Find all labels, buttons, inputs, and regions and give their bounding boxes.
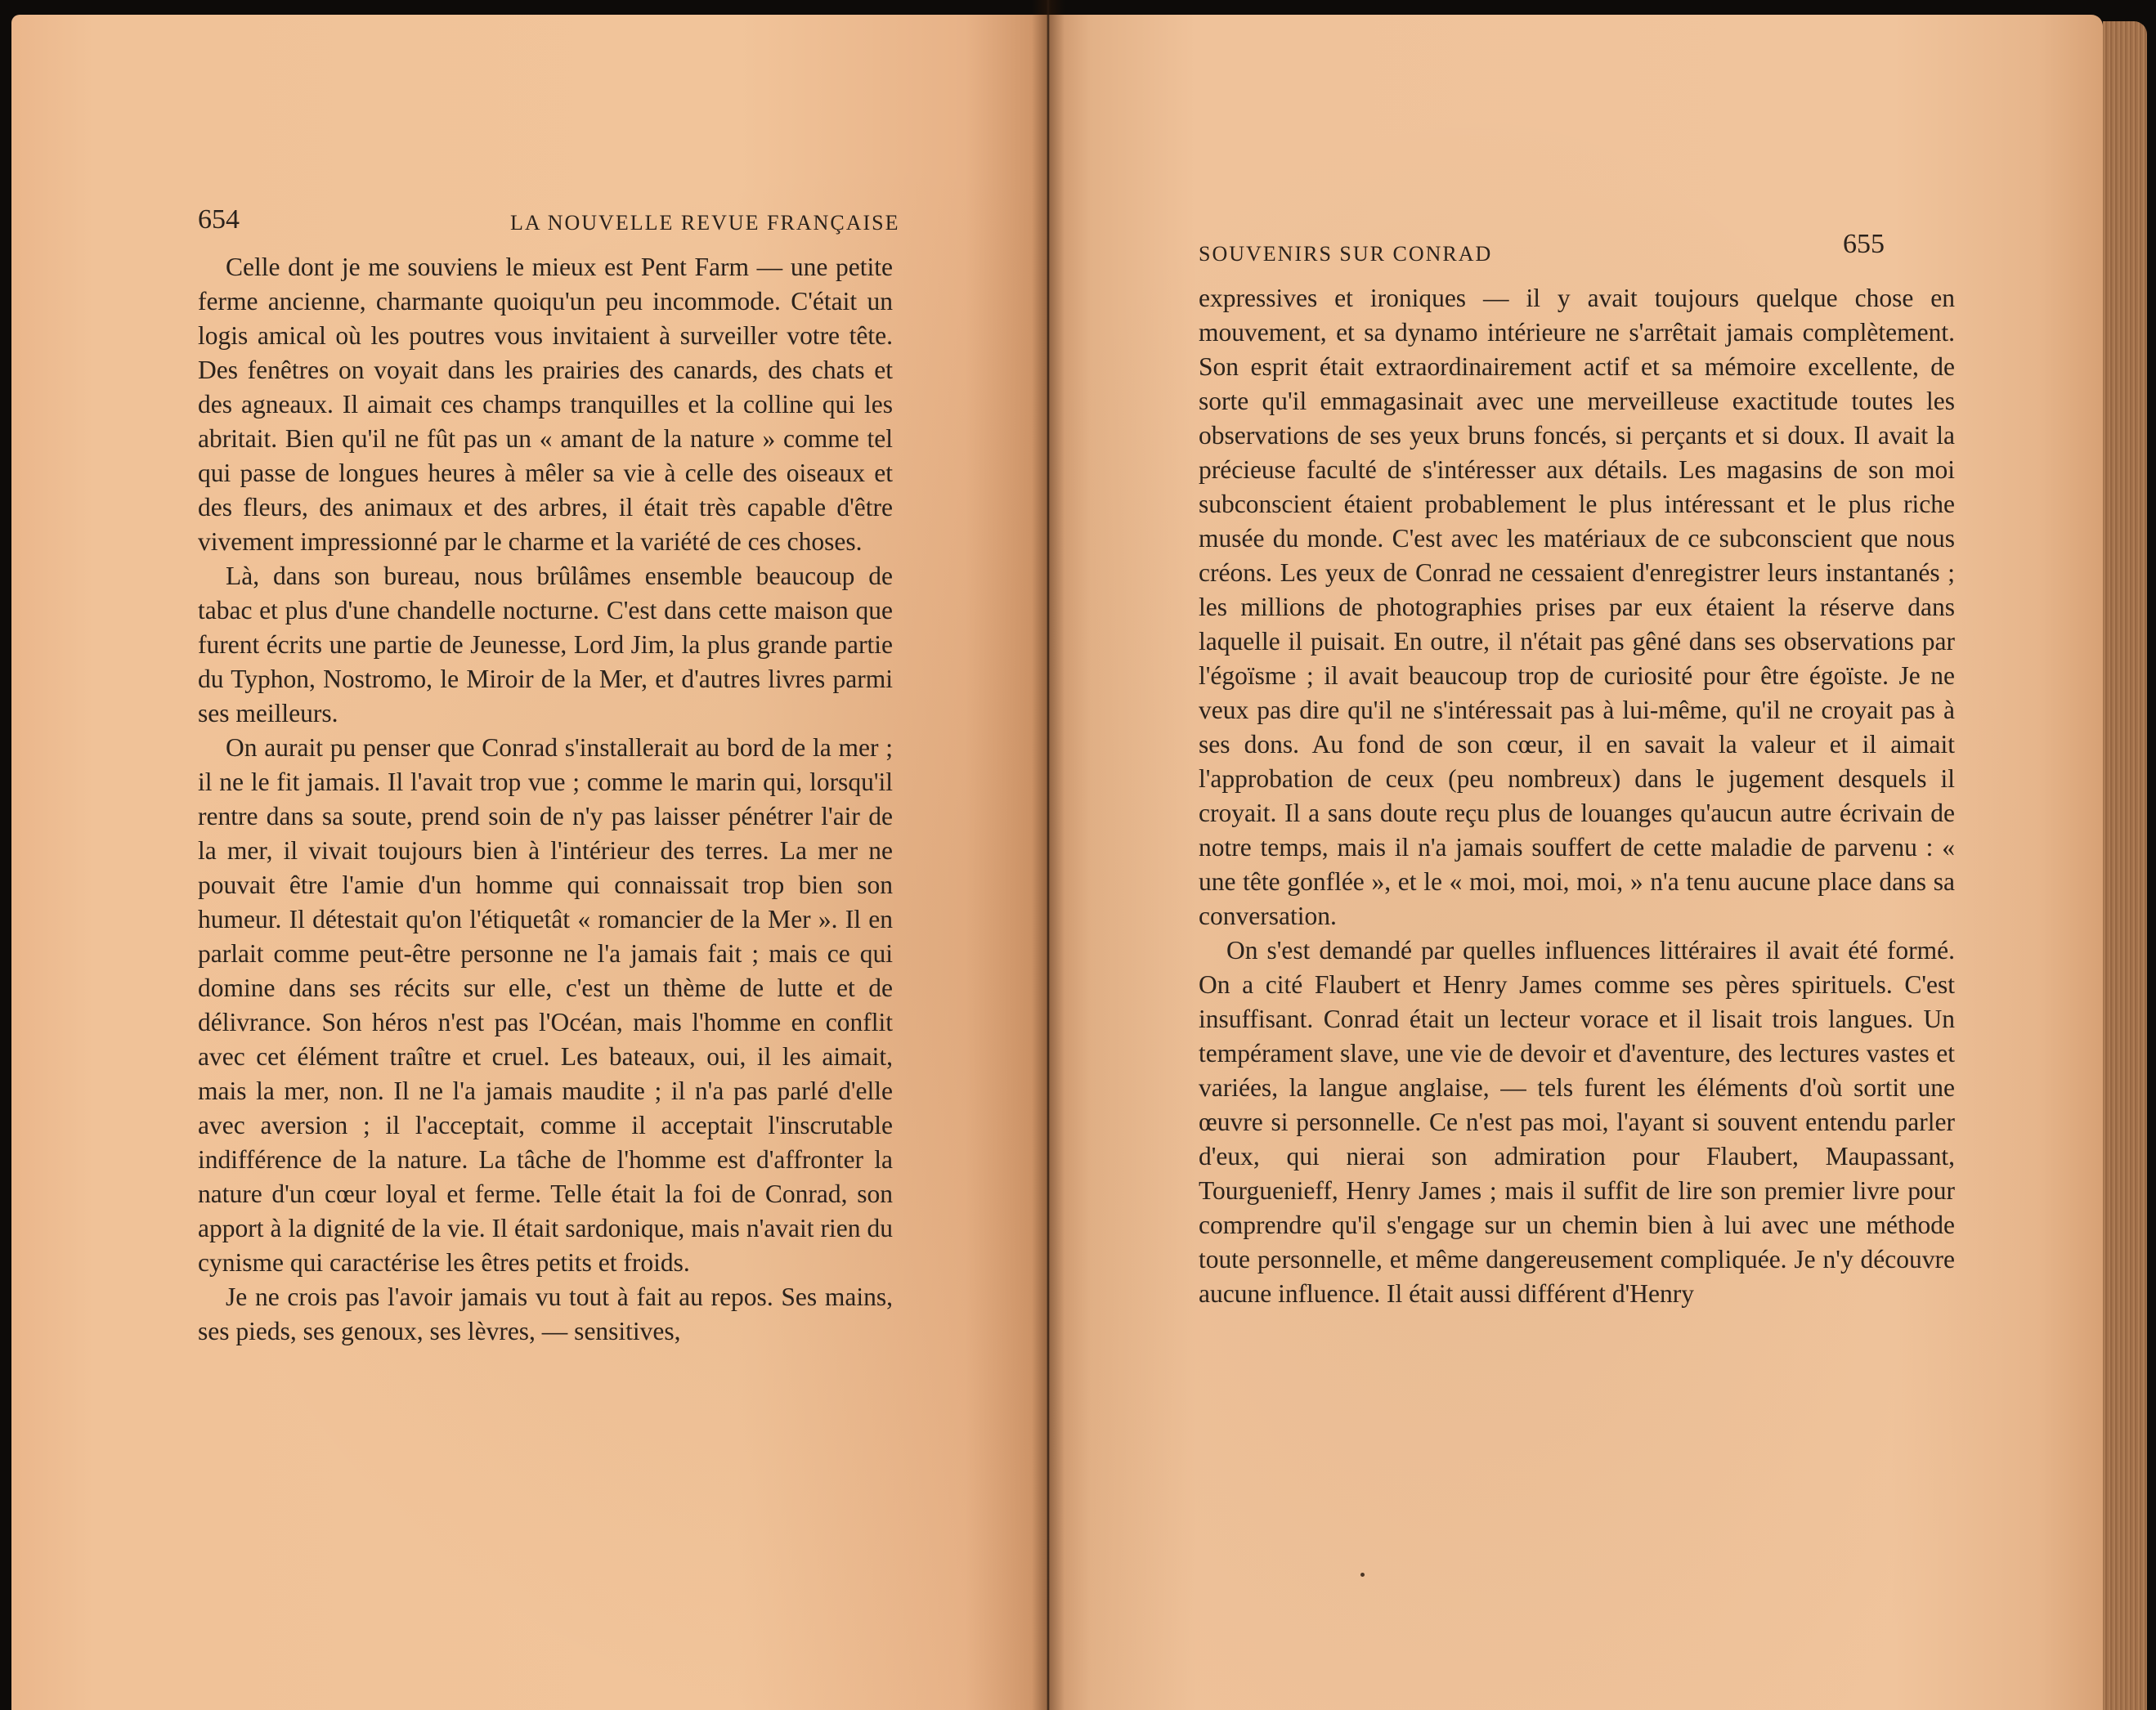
paper-speck (1360, 1573, 1365, 1577)
book-gutter (1032, 0, 1065, 1710)
left-running-head: LA NOUVELLE REVUE FRANÇAISE (510, 211, 900, 235)
right-page-number: 655 (1843, 229, 1885, 259)
left-page (11, 15, 1048, 1710)
paragraph: On s'est demandé par quelles influences littéraires il avait été formé. On a cité Flaubert et Henry James comme ses pères spirituels. C'est insuffisant. Conrad était un lecteur vorace et il lisait trois langues. Un tempérament slave, une vie de devoir et d'aventure, des lectures vastes et variées, la langue anglaise, — tels furent les éléments d'où sortit une œuvre si personnelle. Ce n'est pas moi, l'ayant si souvent entendu parler d'eux, qui nierai son admiration pour Flaubert, Maupassant, Tourguenieff, Henry James ; mais il suffit de lire son premier livre pour comprendre qu'il s'engage sur un chemin bien à lui avec une méthode toute personnelle, et même dangereusement compliquée. Je n'y découvre aucune influence. Il était aussi différent d'Henry (1199, 936, 1955, 1308)
page-edges (2103, 21, 2147, 1710)
left-page-body (198, 250, 893, 1349)
right-page-body (1199, 281, 1955, 1311)
paragraph: Je ne crois pas l'avoir jamais vu tout à fait au repos. Ses mains, ses pieds, ses genoux, ses lèvres, — sensitives, (198, 1282, 893, 1345)
right-running-head: SOUVENIRS SUR CONRAD (1199, 242, 1493, 266)
left-page-number: 654 (198, 204, 240, 235)
paragraph: Là, dans son bureau, nous brûlâmes ensemble beaucoup de tabac et plus d'une chandelle nocturne. C'est dans cette maison que furent écrits une partie de Jeunesse, Lord Jim, la plus grande partie du Typhon, Nostromo, le Miroir de la Mer, et d'autres livres parmi ses meilleurs. (198, 562, 893, 727)
paragraph: On aurait pu penser que Conrad s'installerait au bord de la mer ; il ne le fit jamais. Il l'avait trop vue ; comme le marin qui, lorsqu'il rentre dans sa soute, prend soin de n'y pas laisser pénétrer l'air de la mer, il vivait toujours bien à l'intérieur des terres. La mer ne pouvait être l'amie d'un homme qui connaissait trop bien son humeur. Il détestait qu'on l'étiquetât « romancier de la Mer ». Il en parlait comme peut-être personne ne l'a jamais fait ; mais ce qui domine dans ses récits sur elle, c'est un thème de lutte et de délivrance. Son héros n'est pas l'Océan, mais l'homme en conflit avec cet élément traître et cruel. Les bateaux, oui, il les aimait, mais la mer, non. Il ne l'a jamais maudite ; il n'a pas parlé d'elle avec aversion ; il l'acceptait, comme il acceptait l'inscrutable indifférence de la nature. La tâche de l'homme est d'affronter la nature d'un cœur loyal et ferme. Telle était la foi de Conrad, son apport à la dignité de la vie. Il était sardonique, mais n'avait rien du cynisme qui caractérise les êtres petits et froids. (198, 733, 893, 1277)
right-page (1048, 15, 2103, 1710)
paragraph: Celle dont je me souviens le mieux est Pent Farm — une petite ferme ancienne, charmante quoiqu'un peu incommode. C'était un logis amical où les poutres vous invitaient à surveiller votre tête. Des fenêtres on voyait dans les prairies des canards, des chats et des agneaux. Il aimait ces champs tranquilles et la colline qui les abritait. Bien qu'il ne fût pas un « amant de la nature » comme tel qui passe de longues heures à mêler sa vie à celle des oiseaux et des fleurs, des animaux et des arbres, il était très capable d'être vivement impressionné par le charme et la variété de ces choses. (198, 253, 893, 556)
paragraph: expressives et ironiques — il y avait toujours quelque chose en mouvement, et sa dynamo intérieure ne s'arrêtait jamais complètement. Son esprit était extraordinairement actif et sa mémoire excellente, de sorte qu'il emmagasinait avec une merveilleuse exactitude toutes les observations de ses yeux bruns foncés, si perçants et si doux. Il avait la précieuse faculté de s'intéresser aux détails. Les magasins de son moi subconscient étaient probablement le plus intéressant et le plus riche musée du monde. C'est avec les matériaux de ce subconscient que nous créons. Les yeux de Conrad ne cessaient d'enregistrer leurs instantanés ; les millions de photographies prises par eux étaient la réserve dans laquelle il puisait. En outre, il n'était pas gêné dans ses observations par l'égoïsme ; il avait beaucoup trop de curiosité pour être égoïste. Je ne veux pas dire qu'il ne s'intéressait pas à lui-même, qu'il ne croyait pas à ses dons. Au fond de son cœur, il en savait la valeur et il aimait l'approbation de ceux (peu nombreux) dans le jugement desquels il croyait. Il a sans doute reçu plus de louanges qu'aucun autre écrivain de notre temps, mais il n'a jamais souffert de cette maladie de parvenu : « une tête gonflée », et le « moi, moi, moi, » n'a tenu aucune place dans sa conversation. (1199, 284, 1955, 930)
